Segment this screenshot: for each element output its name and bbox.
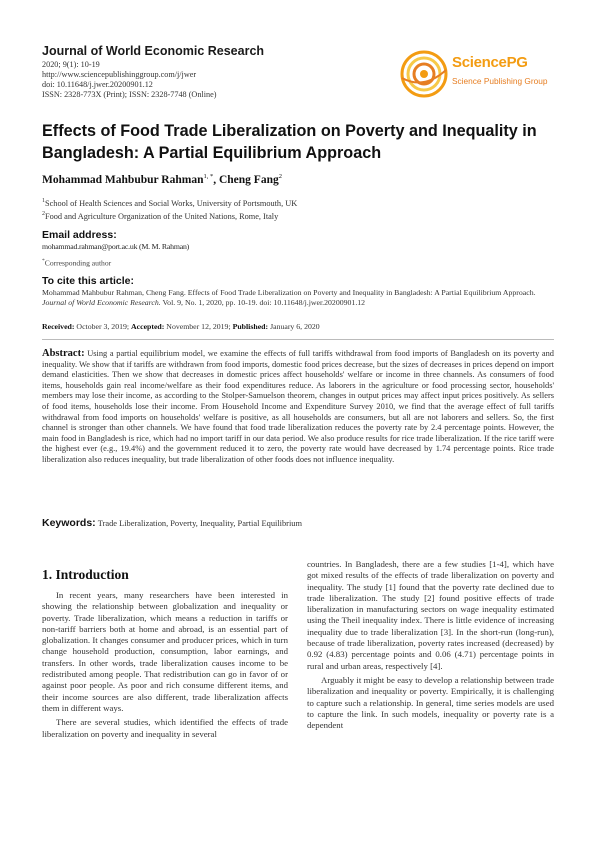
cite-heading: To cite this article:	[42, 275, 134, 287]
citation-journal: Journal of World Economic Research.	[42, 298, 161, 308]
published-label: Published:	[232, 322, 269, 331]
citation-text: Mohammad Mahbubur Rahman, Cheng Fang. Effects of Food Trade Liberalization on Poverty and Inequality in Bangladesh: A Partial Equilibrium Approach.	[42, 288, 536, 297]
doi: doi: 10.11648/j.jwer.20200901.12	[42, 80, 153, 89]
citation	[42, 288, 554, 309]
corresponding-text: Corresponding author	[44, 258, 112, 268]
affiliation	[42, 198, 297, 208]
email-heading: Email address:	[42, 229, 117, 241]
affiliation-mark: 1	[42, 198, 45, 204]
author-name: Cheng Fang	[218, 173, 279, 186]
journal-url[interactable]: http://www.sciencepublishinggroup.com/j/jwer	[42, 70, 197, 79]
affiliation-text: Food and Agriculture Organization of the United Nations, Rome, Italy	[45, 211, 279, 221]
email-link[interactable]: mohammad.rahman@port.ac.uk (M. M. Rahman)	[42, 242, 190, 251]
abstract	[42, 349, 554, 466]
journal-title: Journal of World Economic Research	[42, 44, 265, 58]
received-label: Received:	[42, 322, 75, 331]
affiliation	[42, 211, 278, 221]
citation-details: Vol. 9, No. 1, 2020, pp. 10-19. doi: 10.11648/j.jwer.20200901.12	[160, 298, 366, 308]
abstract-text: Using a partial equilibrium model, we examine the effects of full tariffs withdrawal from food imports of Bangladesh on its poverty and inequality. We show that if tariffs are withdrawn from food imports, domestic food prices decrease, but the sizes of decreases in prices depend on import demand elasticities. Then we show that decreases in domestic prices affect households' welfare or income in three channels. As consumers of food items, households gain real income/welfare as their food expenditures reduce. As laborers in the agriculture or food processing sector, households' members may lose their income, as according to the Stolper-Samuelson theorem, changes in output prices may affect input prices positively. As sellers of food items, households lose their income. From Household Income and Expenditure Survey 2010, we find that the average effect of full tariffs withdrawal from food imports on households' welfare is positive, as all households are consumers, but all are not laborers and sellers. So, the first channel is stronger than other channels. We have found that food trade liberalization reduces the poverty rate by 2.4 percentage points. However, the main food in Bangladesh is rice, which had no import tariff in our data period. We also produce results for rice trade liberalization. If the rice tariff were the highest ever (e.g., 19.4%) and the government reduced it to zero, the poverty rate would have decreased by 1.74 percentage points. Rice trade liberalization also reduces inequality, but trade liberalization of other foods does not influence inequality.	[42, 349, 554, 464]
paragraph: Arguably it might be easy to develop a relationship between trade liberalization and inequality or poverty. Empirically, it is challenging to capture such a relationship. In general, time series models are used to capture the link. In such models, inequality or poverty rate is a dependent	[307, 674, 554, 731]
author-separator: ,	[213, 173, 219, 186]
paragraph: In recent years, many researchers have been interested in showing the relationship between globalization and inequality or poverty. Trade liberalization, which means a reduction in tariffs or non-tariff barriers both at home and abroad, is an essential part of globalization. It changes consumer and producer prices, which in turn change household production, consumption, labor earnings, and transfers. In other words, trade liberalization causes income to be redistributed among people. That redistribution can go in favor of or against poor people. As poor and rich consume different items, and their income sources are also different, trade liberalization affects them in different ways.	[42, 590, 288, 713]
author-list	[42, 173, 282, 186]
paragraph: countries. In Bangladesh, there are a few studies [1-4], which have got mixed results of the effects of trade liberalization on poverty and inequality. The study [1] found that the poverty rate declined due to trade liberalization. The study [2] found positive effects of trade liberalization in manufacturing sectors on wage inequality estimated using the Theil inequality index. There is little evidence of increasing inequality due to trade liberalization [3]. In the short-run (long-run), because of trade liberalization, poverty rates increased (decreased) by 0.92 (4.83) percentage points and 0.06 (4.71) percentage points in rural and urban areas, respectively [4].	[307, 559, 554, 671]
sciencepg-logo-icon	[400, 50, 448, 98]
corresponding-note	[42, 258, 111, 268]
divider	[42, 339, 554, 340]
received-date: October 3, 2019;	[74, 322, 132, 331]
keywords-text: Trade Liberalization, Poverty, Inequality, Partial Equilibrium	[97, 519, 302, 528]
body-column-right	[307, 559, 554, 734]
author-affiliation-mark: 1, *	[203, 173, 214, 180]
body-column-left	[42, 590, 288, 743]
corresponding-mark: *	[42, 258, 45, 264]
paper-title: Effects of Food Trade Liberalization on Poverty and Inequality in Bangladesh: A Partial Equilibrium Approach	[42, 122, 537, 162]
logo-wordmark: SciencePG	[452, 54, 528, 71]
keywords-label: Keywords:	[42, 517, 96, 529]
author-affiliation-mark: 2	[278, 173, 282, 180]
keywords	[42, 517, 554, 529]
author-name: Mohammad Mahbubur Rahman	[42, 173, 204, 186]
affiliation-text: School of Health Sciences and Social Works, University of Portsmouth, UK	[45, 198, 298, 208]
section-heading-introduction: 1. Introduction	[42, 567, 129, 582]
publisher-logo	[400, 48, 580, 108]
accepted-date: November 12, 2019;	[164, 322, 233, 331]
logo-subtitle: Science Publishing Group	[452, 76, 548, 86]
affiliation-mark: 2	[42, 211, 45, 217]
abstract-label: Abstract:	[42, 348, 85, 359]
published-date: January 6, 2020	[268, 322, 320, 331]
issue-info: 2020; 9(1): 10-19	[42, 60, 100, 69]
history-dates	[42, 322, 320, 331]
accepted-label: Accepted:	[131, 322, 165, 331]
paragraph: There are several studies, which identified the effects of trade liberalization on poverty and inequality in several	[42, 717, 288, 739]
issn: ISSN: 2328-773X (Print); ISSN: 2328-7748 (Online)	[42, 90, 217, 99]
